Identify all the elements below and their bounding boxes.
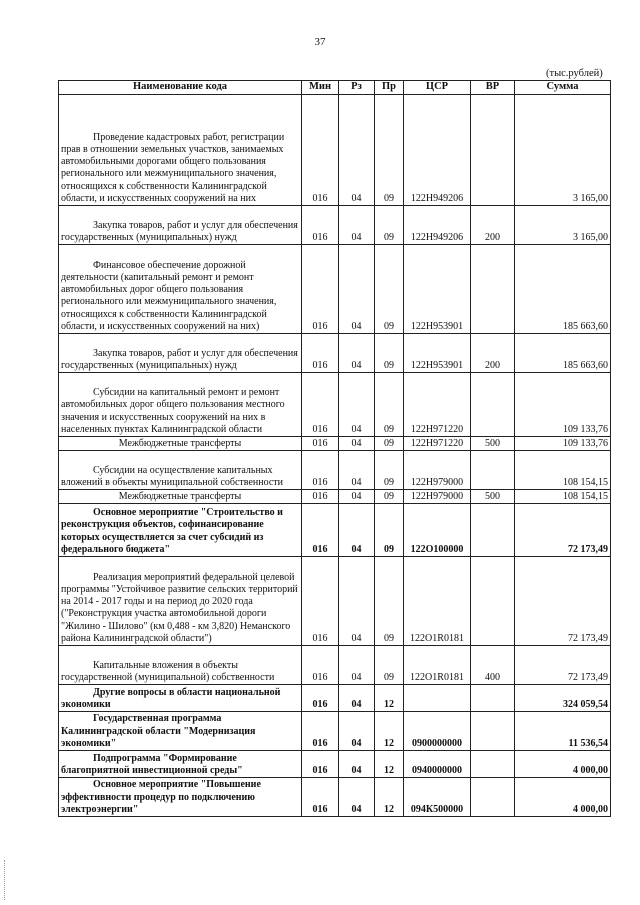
row-pr: 09 bbox=[375, 437, 404, 451]
row-min: 016 bbox=[302, 685, 339, 712]
row-name: Другие вопросы в области национальной экономики bbox=[59, 685, 302, 712]
row-csr: 122О100000 bbox=[404, 504, 471, 557]
row-name: Подпрограмма "Формирование благоприятной инвестиционной среды" bbox=[59, 751, 302, 778]
row-min: 016 bbox=[302, 373, 339, 437]
row-pr: 09 bbox=[375, 245, 404, 334]
row-pr: 12 bbox=[375, 751, 404, 778]
row-rz: 04 bbox=[339, 778, 375, 817]
table-row bbox=[59, 451, 611, 490]
row-csr: 122Н971220 bbox=[404, 437, 471, 451]
row-rz: 04 bbox=[339, 206, 375, 245]
row-sum: 72 173,49 bbox=[515, 646, 611, 685]
row-csr: 122Н979000 bbox=[404, 451, 471, 490]
row-sum: 185 663,60 bbox=[515, 334, 611, 373]
row-csr: 122Н953901 bbox=[404, 334, 471, 373]
table-header-row bbox=[59, 81, 611, 95]
row-name: Основное мероприятие "Повышение эффективности процедур по подключению электроэнергии" bbox=[59, 778, 302, 817]
row-vr bbox=[471, 751, 515, 778]
row-sum: 109 133,76 bbox=[515, 373, 611, 437]
row-name: Закупка товаров, работ и услуг для обеспечения государственных (муниципальных) нужд bbox=[59, 206, 302, 245]
row-rz: 04 bbox=[339, 685, 375, 712]
row-name: Капитальные вложения в объекты государственной (муниципальной) собственности bbox=[59, 646, 302, 685]
page-number: 37 bbox=[314, 36, 326, 48]
row-pr: 12 bbox=[375, 712, 404, 751]
row-csr: 0900000000 bbox=[404, 712, 471, 751]
row-pr: 09 bbox=[375, 646, 404, 685]
table-row bbox=[59, 751, 611, 778]
row-min: 016 bbox=[302, 334, 339, 373]
row-sum: 72 173,49 bbox=[515, 504, 611, 557]
row-name: Межбюджетные трансферты bbox=[59, 490, 302, 504]
row-vr: 400 bbox=[471, 646, 515, 685]
row-rz: 04 bbox=[339, 504, 375, 557]
row-csr: 094К500000 bbox=[404, 778, 471, 817]
row-name: Межбюджетные трансферты bbox=[59, 437, 302, 451]
row-rz: 04 bbox=[339, 245, 375, 334]
row-sum: 108 154,15 bbox=[515, 451, 611, 490]
row-sum: 3 165,00 bbox=[515, 95, 611, 206]
table-row bbox=[59, 712, 611, 751]
row-rz: 04 bbox=[339, 557, 375, 646]
table-row bbox=[59, 504, 611, 557]
row-pr: 09 bbox=[375, 490, 404, 504]
budget-table bbox=[58, 80, 611, 817]
row-rz: 04 bbox=[339, 95, 375, 206]
table-row bbox=[59, 557, 611, 646]
row-pr: 09 bbox=[375, 206, 404, 245]
row-name: Основное мероприятие "Строительство и реконструкция объектов, софинансирование которых осуществляется за счет субсидий из федерального бюджета" bbox=[59, 504, 302, 557]
margin-marks bbox=[4, 860, 11, 900]
row-vr bbox=[471, 95, 515, 206]
row-pr: 09 bbox=[375, 557, 404, 646]
row-pr: 09 bbox=[375, 95, 404, 206]
row-name: Субсидии на капитальный ремонт и ремонт автомобильных дорог общего пользования местного значения и искусственных сооружений на них в населенных пунктах Калининградской области bbox=[59, 373, 302, 437]
row-vr bbox=[471, 245, 515, 334]
row-sum: 3 165,00 bbox=[515, 206, 611, 245]
row-sum: 324 059,54 bbox=[515, 685, 611, 712]
row-min: 016 bbox=[302, 504, 339, 557]
row-name: Реализация мероприятий федеральной целевой программы "Устойчивое развитие сельских территорий на 2014 - 2017 годы и на период до 2020 года ("Реконструкция участка автомобильной дороги "Жилино - Шилово" (км 0,488 - км 3,820) Неманского района Калининградской области") bbox=[59, 557, 302, 646]
row-vr: 200 bbox=[471, 334, 515, 373]
row-sum: 11 536,54 bbox=[515, 712, 611, 751]
row-csr: 122Н953901 bbox=[404, 245, 471, 334]
row-rz: 04 bbox=[339, 712, 375, 751]
row-name: Финансовое обеспечение дорожной деятельности (капитальный ремонт и ремонт автомобильных дорог общего пользования регионального или межмуниципального значения, относящихся к собственности Калининградской области, и искусственных сооружений на них) bbox=[59, 245, 302, 334]
table-row bbox=[59, 646, 611, 685]
row-pr: 09 bbox=[375, 373, 404, 437]
unit-label: (тыс.рублей) bbox=[546, 68, 603, 79]
row-min: 016 bbox=[302, 206, 339, 245]
row-pr: 09 bbox=[375, 451, 404, 490]
row-min: 016 bbox=[302, 557, 339, 646]
col-header-vr: ВР bbox=[471, 81, 515, 95]
row-sum: 4 000,00 bbox=[515, 751, 611, 778]
row-csr: 122Н979000 bbox=[404, 490, 471, 504]
row-vr bbox=[471, 504, 515, 557]
row-csr: 122Н971220 bbox=[404, 373, 471, 437]
table-row bbox=[59, 95, 611, 206]
row-min: 016 bbox=[302, 646, 339, 685]
col-header-pr: Пр bbox=[375, 81, 404, 95]
row-rz: 04 bbox=[339, 451, 375, 490]
row-min: 016 bbox=[302, 95, 339, 206]
row-pr: 09 bbox=[375, 504, 404, 557]
row-min: 016 bbox=[302, 245, 339, 334]
col-header-name: Наименование кода bbox=[59, 81, 302, 95]
row-name: Закупка товаров, работ и услуг для обеспечения государственных (муниципальных) нужд bbox=[59, 334, 302, 373]
row-vr bbox=[471, 685, 515, 712]
row-csr: 122О1R0181 bbox=[404, 557, 471, 646]
col-header-rz: Рз bbox=[339, 81, 375, 95]
table-row bbox=[59, 334, 611, 373]
row-vr bbox=[471, 557, 515, 646]
row-csr bbox=[404, 685, 471, 712]
row-sum: 108 154,15 bbox=[515, 490, 611, 504]
row-rz: 04 bbox=[339, 751, 375, 778]
table-row bbox=[59, 685, 611, 712]
table-row bbox=[59, 373, 611, 437]
row-vr: 500 bbox=[471, 437, 515, 451]
row-csr: 122Н949206 bbox=[404, 206, 471, 245]
row-csr: 122О1R0181 bbox=[404, 646, 471, 685]
row-min: 016 bbox=[302, 712, 339, 751]
table-row bbox=[59, 245, 611, 334]
table-row bbox=[59, 490, 611, 504]
row-pr: 09 bbox=[375, 334, 404, 373]
row-vr: 200 bbox=[471, 206, 515, 245]
row-min: 016 bbox=[302, 490, 339, 504]
row-rz: 04 bbox=[339, 646, 375, 685]
row-name: Государственная программа Калининградской области "Модернизация экономики" bbox=[59, 712, 302, 751]
row-rz: 04 bbox=[339, 490, 375, 504]
row-csr: 122Н949206 bbox=[404, 95, 471, 206]
col-header-sum: Сумма bbox=[515, 81, 611, 95]
row-rz: 04 bbox=[339, 334, 375, 373]
row-rz: 04 bbox=[339, 373, 375, 437]
table-row bbox=[59, 437, 611, 451]
row-vr: 500 bbox=[471, 490, 515, 504]
row-vr bbox=[471, 451, 515, 490]
row-sum: 4 000,00 bbox=[515, 778, 611, 817]
row-name: Проведение кадастровых работ, регистрации прав в отношении земельных участков, занимаемых автомобильными дорогами общего пользования регионального или межмуниципального значения, относящихся к собственности Калининградской области, и искусственных сооружений на них bbox=[59, 95, 302, 206]
row-vr bbox=[471, 373, 515, 437]
row-pr: 12 bbox=[375, 685, 404, 712]
row-min: 016 bbox=[302, 751, 339, 778]
row-pr: 12 bbox=[375, 778, 404, 817]
row-min: 016 bbox=[302, 451, 339, 490]
row-name: Субсидии на осуществление капитальных вложений в объекты муниципальной собственности bbox=[59, 451, 302, 490]
row-min: 016 bbox=[302, 778, 339, 817]
row-min: 016 bbox=[302, 437, 339, 451]
row-vr bbox=[471, 778, 515, 817]
row-vr bbox=[471, 712, 515, 751]
row-sum: 185 663,60 bbox=[515, 245, 611, 334]
row-sum: 72 173,49 bbox=[515, 557, 611, 646]
col-header-min: Мин bbox=[302, 81, 339, 95]
row-rz: 04 bbox=[339, 437, 375, 451]
col-header-csr: ЦСР bbox=[404, 81, 471, 95]
row-sum: 109 133,76 bbox=[515, 437, 611, 451]
row-csr: 0940000000 bbox=[404, 751, 471, 778]
table-row bbox=[59, 206, 611, 245]
table-row bbox=[59, 778, 611, 817]
